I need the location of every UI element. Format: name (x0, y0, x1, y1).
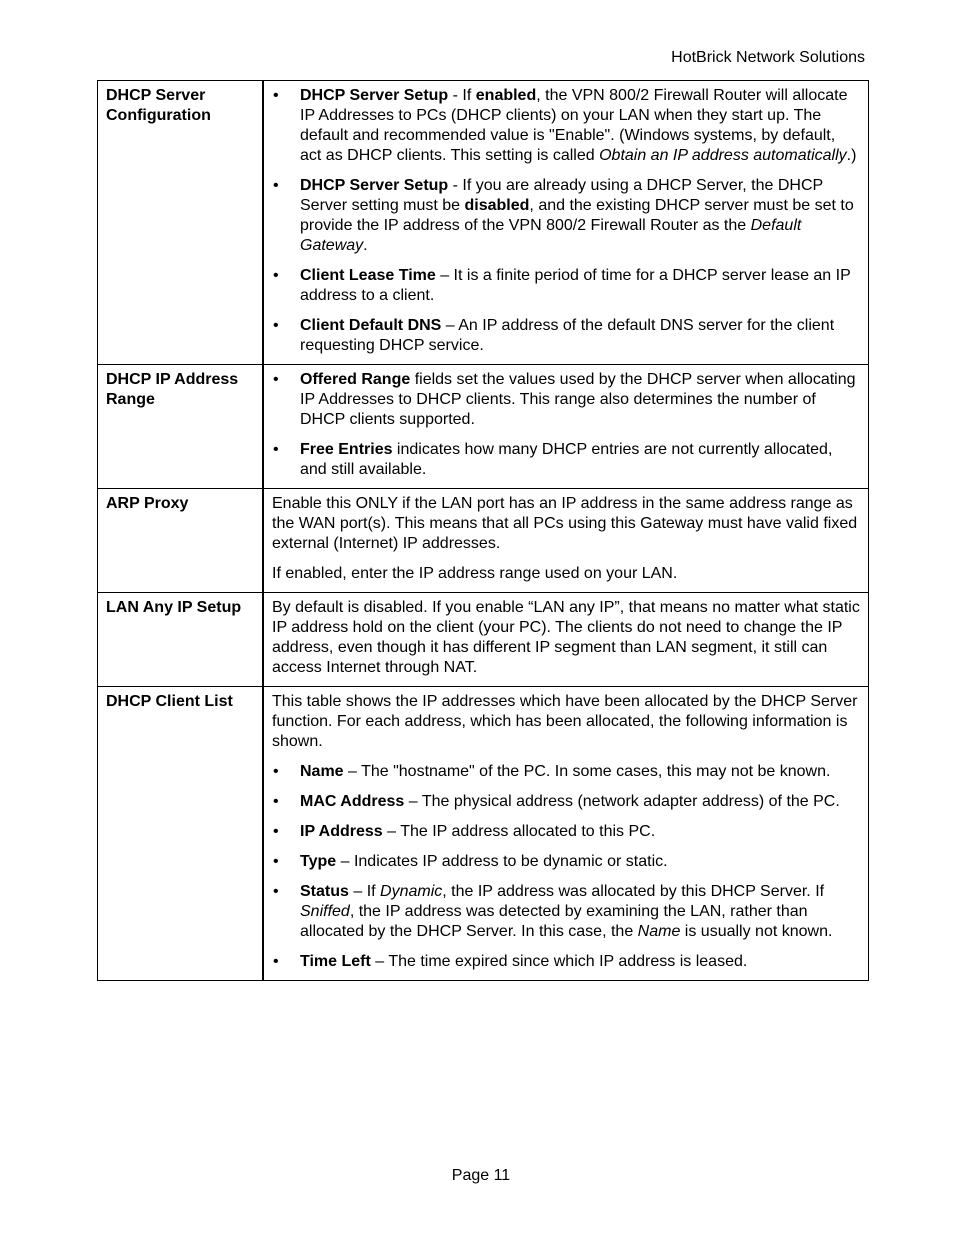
list-item: • Client Default DNS – An IP address of the default DNS server for the client requesting DHCP service. (272, 316, 860, 356)
list-item: • Offered Range fields set the values used by the DHCP server when allocating IP Addresses to DHCP clients. This range also determines the number of DHCP clients supported. (272, 370, 860, 430)
row-description (263, 687, 869, 981)
list-item: • Client Lease Time – It is a finite period of time for a DHCP server lease an IP address to a client. (272, 266, 860, 306)
term: Client Lease Time (300, 267, 436, 284)
row-description (263, 489, 869, 593)
list-item: • Status – If Dynamic, the IP address was allocated by this DHCP Server. If Sniffed, the IP address was detected by examining the LAN, rather than allocated by the DHCP Server. In this case, the Name is usually not known. (272, 882, 860, 942)
term: Name (300, 763, 344, 780)
table-row (98, 687, 869, 981)
table-row (98, 81, 869, 365)
list-item: • Time Left – The time expired since which IP address is leased. (272, 952, 860, 972)
row-description (263, 81, 869, 365)
row-description (263, 365, 869, 489)
term: Free Entries (300, 441, 393, 458)
page-number: Page 11 (451, 1167, 511, 1184)
term: Client Default DNS (300, 317, 442, 334)
paragraph: Enable this ONLY if the LAN port has an IP address in the same address range as the WAN port(s). This means that all PCs using this Gateway must have valid fixed external (Internet) IP addresses. (272, 495, 858, 552)
list-item: • DHCP Server Setup - If enabled, the VPN 800/2 Firewall Router will allocate IP Addresses to PCs (DHCP clients) on your LAN when they start up. The default and recommended value is "Enable". (Windows systems, by default, act as DHCP clients. This setting is called Obtain an IP address automatically.) (272, 86, 860, 166)
list-item: • Type – Indicates IP address to be dynamic or static. (272, 852, 860, 872)
bullet-list (272, 370, 860, 480)
running-header: HotBrick Network Solutions (671, 49, 865, 66)
row-label: ARP Proxy (98, 489, 264, 593)
table-row (98, 365, 869, 489)
term: Status (300, 883, 349, 900)
paragraph: By default is disabled. If you enable “LAN any IP”, that means no matter what static IP address hold on the client (your PC). The clients do not need to change the IP address, even though it has different IP segment than LAN segment, it still can access Internet through NAT. (272, 599, 860, 676)
paragraph: If enabled, enter the IP address range used on your LAN. (272, 565, 678, 582)
row-description (263, 593, 869, 687)
term: Type (300, 853, 337, 870)
list-item: • DHCP Server Setup - If you are already using a DHCP Server, the DHCP Server setting must be disabled, and the existing DHCP server must be set to provide the IP address of the VPN 800/2 Firewall Router as the Default Gateway. (272, 176, 860, 256)
list-item: • IP Address – The IP address allocated to this PC. (272, 822, 860, 842)
table-row (98, 593, 869, 687)
term: Offered Range (300, 371, 411, 388)
list-item: • Free Entries indicates how many DHCP entries are not currently allocated, and still available. (272, 440, 860, 480)
list-item: • MAC Address – The physical address (network adapter address) of the PC. (272, 792, 860, 812)
row-label: DHCP Server Configuration (98, 81, 264, 365)
list-item: • Name – The "hostname" of the PC. In some cases, this may not be known. (272, 762, 860, 782)
term: IP Address (300, 823, 383, 840)
row-label: LAN Any IP Setup (98, 593, 264, 687)
term: DHCP Server Setup (300, 177, 449, 194)
bullet-list (272, 86, 860, 356)
settings-table (97, 80, 869, 981)
term: Time Left (300, 953, 371, 970)
table-row (98, 489, 869, 593)
term: DHCP Server Setup (300, 87, 449, 104)
bullet-list (272, 762, 860, 972)
paragraph: This table shows the IP addresses which have been allocated by the DHCP Server function. For each address, which has been allocated, the following information is shown. (272, 693, 858, 750)
row-label: DHCP IP Address Range (98, 365, 264, 489)
term: MAC Address (300, 793, 405, 810)
row-label: DHCP Client List (98, 687, 264, 981)
